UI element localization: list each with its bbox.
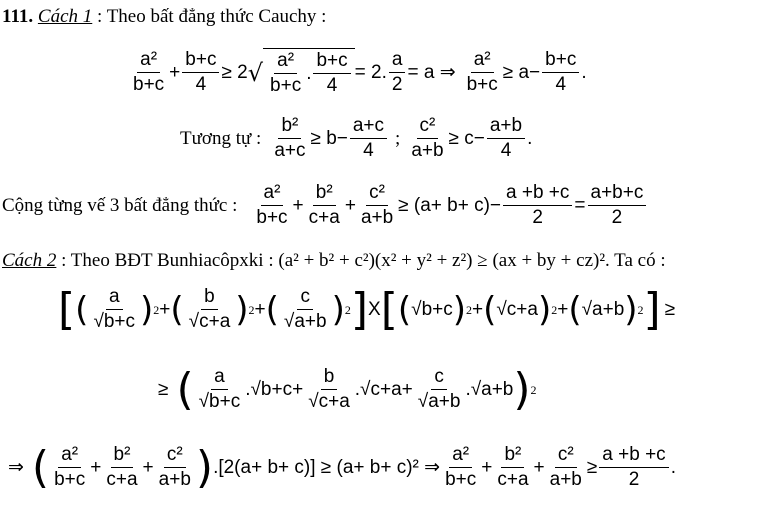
fraction: $\frac{b+c}{4}$ (542, 49, 579, 96)
period: . (527, 127, 533, 149)
cach2-text: : Theo BĐT Bunhiacôpxki : (a² + b² + c²)(x² + y² + z²) ≥ (ax + by + cz)². Ta có : (61, 250, 666, 271)
fraction: $\frac{\text{b²}}{c+a}$ (106, 444, 138, 490)
operator: = (574, 194, 586, 216)
operator: ≥ (158, 378, 169, 400)
fraction: $\frac{a}{2}$ (389, 49, 406, 96)
fraction: $\frac{a}{√b+c}$ (93, 286, 136, 332)
fraction: $\frac{a +b +c}{2}$ (599, 444, 668, 491)
fraction: $\frac{a +b +c}{2}$ (503, 182, 572, 229)
times-sign: X (368, 298, 381, 320)
fraction: $\frac{\text{a²}}{b+c}$ (466, 49, 498, 95)
equation-line-5: [ ( $\frac{a}{√b+c}$ ) 2 + ( $\frac{b}{√c+a}$ ) 2 + ( $\frac{c}{√a+b}$ ) 2 ] X [ ( √b+c ) 2 + ( √c+a ) 2 + ( √a+b ) 2 ] ≥ (58, 284, 676, 335)
fraction: $\frac{\text{b²}}{c+a}$ (308, 182, 340, 228)
implies-sign: ⇒ (8, 457, 24, 478)
operator: ≥ 2 (221, 61, 248, 83)
square-root: √ $\frac{\text{a²}}{b+c}$ . $\frac{b+c}{4}$ (248, 48, 355, 97)
fraction: $\frac{a+b}{4}$ (487, 115, 525, 162)
operator: .[2(a+ b+ c)] ≥ (a+ b+ c)² ⇒ (213, 457, 441, 478)
equation-line-7: ⇒ ( $\frac{\text{a²}}{b+c}$ + $\frac{\text{b²}}{c+a}$ + $\frac{\text{c²}}{a+b}$ ) .[2(a+ b+ c)] ≥ (a+ b+ c)² ⇒ $\frac{\text{a²}}{b+c}$ + $\frac{\text{b²}}{c+a}$ + $\frac{\text{c²}}{a+b}$ ≥ $\frac{a +b +c}{2}$ . (8, 442, 676, 493)
fraction: $\frac{b}{√c+a}$ (308, 366, 350, 412)
fraction: $\frac{\text{b²}}{c+a}$ (497, 444, 529, 490)
cach2-heading (2, 250, 666, 272)
fraction: $\frac{\text{a²}}{b+c}$ (256, 182, 288, 228)
fraction: $\frac{\text{a²}}{b+c}$ (133, 49, 165, 95)
plus-sign: + (169, 61, 181, 83)
fraction: $\frac{a+b+c}{2}$ (588, 182, 647, 229)
equation-line-1 (128, 48, 587, 97)
fraction: $\frac{\text{a²}}{b+c}$ (445, 444, 477, 490)
operator: ≥ b− (310, 127, 348, 149)
fraction: $\frac{b+c}{4}$ (182, 49, 219, 96)
fraction: $\frac{\text{b²}}{a+c}$ (274, 115, 306, 161)
fraction: $\frac{\text{c²}}{a+b}$ (158, 444, 191, 490)
fraction: $\frac{\text{c²}}{a+b}$ (360, 182, 394, 228)
equation-line-3: Cộng từng vế 3 bất đẳng thức : $\frac{\text{a²}}{b+c}$ + $\frac{\text{b²}}{c+a}$ + $\frac{\text{c²}}{a+b}$ ≥ (a+ b+ c)− $\frac{a +b +c}{2}$ = $\frac{a+b+c}{2}$ (2, 182, 648, 229)
fraction: $\frac{a}{√b+c}$ (198, 366, 241, 412)
fraction: $\frac{b}{√c+a}$ (188, 286, 231, 332)
period: . (670, 456, 676, 478)
equation-line-6: ≥ ( $\frac{a}{√b+c}$ .√b+c + $\frac{b}{√c+a}$ .√c+a + $\frac{c}{√a+b}$ .√a+b ) 2 (158, 364, 537, 415)
separator: ; (395, 127, 401, 149)
cach2-label: Cách 2 (2, 250, 57, 271)
cach1-intro: : Theo bất đẳng thức Cauchy : (97, 6, 327, 27)
operator: ≥ c− (448, 127, 485, 149)
problem-number: 111. (2, 6, 34, 27)
operator: = 2. (354, 61, 387, 83)
fraction: $\frac{a+c}{4}$ (350, 115, 387, 162)
cach1-label: Cách 1 (37, 6, 93, 27)
period: . (581, 61, 587, 83)
fraction: $\frac{\text{c²}}{a+b}$ (549, 444, 582, 490)
fraction: $\frac{\text{c²}}{a+b}$ (411, 115, 444, 161)
fraction: $\frac{c}{√a+b}$ (283, 286, 327, 332)
operator: ≥ (664, 298, 676, 320)
operator: ≥ a− (502, 61, 541, 83)
fraction: $\frac{\text{a²}}{b+c}$ (54, 444, 86, 490)
tuong-tu-label: Tương tự : (180, 127, 262, 149)
cach1-heading (2, 6, 326, 28)
equation-line-2 (180, 115, 532, 162)
operator: = a ⇒ (407, 62, 456, 83)
fraction: $\frac{c}{√a+b}$ (417, 366, 461, 412)
operator: ≥ (586, 456, 598, 478)
operator: ≥ (a+ b+ c)− (398, 194, 502, 216)
cong-tung-ve-label: Cộng từng vế 3 bất đẳng thức : (2, 194, 238, 216)
